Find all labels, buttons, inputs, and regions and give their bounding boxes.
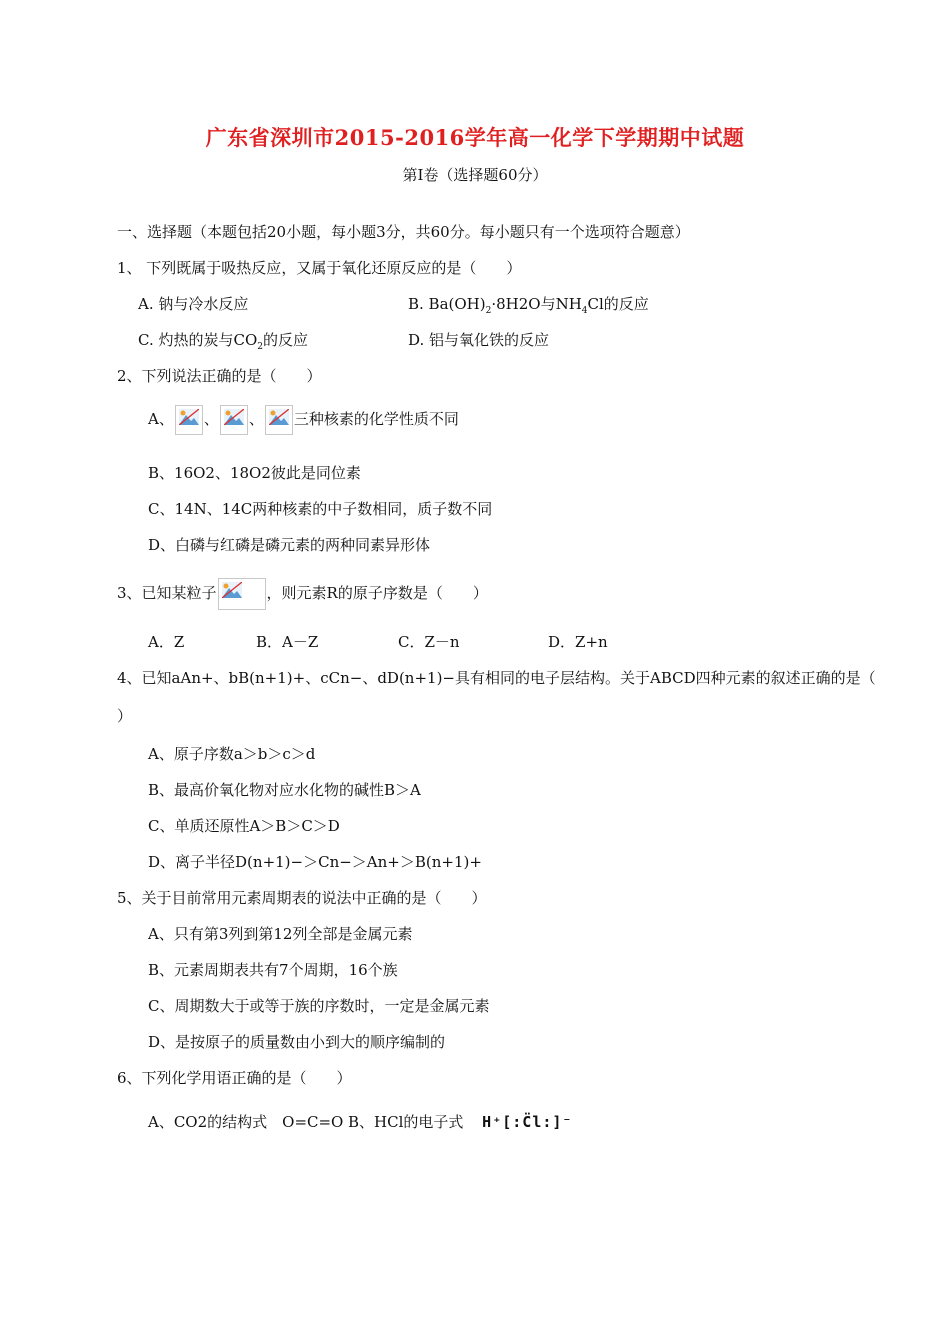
- page-title: 广东省深圳市2015-2016学年高一化学下学期期中试题: [205, 125, 745, 150]
- section-subtitle: 第Ⅰ卷（选择题60分）: [402, 166, 548, 184]
- question-3-option-b: B．A－Z: [256, 633, 319, 651]
- question-1-option-c: C. 灼热的炭与$CO_2$的反应: [138, 331, 309, 352]
- question-4-stem: 4、已知aAn+、bB(n+1)+、cCn−、dD(n+1)−具有相同的电子层结构。关于ABCD四种元素的叙述正确的是（: [117, 669, 876, 687]
- question-4-option-c: C、单质还原性A＞B＞C＞D: [148, 817, 340, 835]
- question-1-stem: 1、 下列既属于吸热反应，又属于氧化还原反应的是（ ）: [117, 259, 522, 277]
- question-3-option-d: D．Z+n: [548, 633, 608, 651]
- question-3-option-a: A．Z: [148, 633, 185, 651]
- hcl-electron-formula: H⁺[:C̈l:]⁻: [482, 1113, 573, 1131]
- question-5-option-d: D、是按原子的质量数由小到大的顺序编制的: [148, 1033, 446, 1051]
- question-3-option-c: C．Z－n: [398, 633, 460, 651]
- question-2-option-d: D、白磷与红磷是磷元素的两种同素异形体: [148, 536, 431, 554]
- broken-image-icon: [265, 405, 293, 435]
- broken-image-icon: [175, 405, 203, 435]
- question-5-stem: 5、关于目前常用元素周期表的说法中正确的是（ ）: [117, 889, 487, 907]
- question-4-option-a: A、原子序数a＞b＞c＞d: [148, 745, 316, 763]
- question-1-option-b: B. $Ba(OH)_2\cdot 8H2O$与$NH_4Cl$的反应: [408, 295, 649, 316]
- question-2-option-a: A、 、 、 三种核素的化学性质不同: [148, 403, 459, 435]
- question-2-option-b: B、16O2、18O2彼此是同位素: [148, 464, 361, 482]
- question-4-stem-continued: ）: [117, 707, 133, 725]
- question-1-option-d: D. 铝与氧化铁的反应: [408, 331, 550, 349]
- question-5-option-b: B、元素周期表共有7个周期，16个族: [148, 961, 398, 979]
- question-2-stem: 2、下列说法正确的是（ ）: [117, 367, 322, 385]
- question-4-option-b: B、最高价氧化物对应水化物的碱性B＞A: [148, 781, 421, 799]
- broken-image-icon: [218, 578, 266, 610]
- broken-image-icon: [220, 405, 248, 435]
- question-5-option-c: C、周期数大于或等于族的序数时，一定是金属元素: [148, 997, 490, 1015]
- question-6-stem: 6、下列化学用语正确的是（ ）: [117, 1069, 352, 1087]
- question-6-option-a: A、CO2的结构式 O=C=O: [148, 1113, 344, 1131]
- question-3-stem: 3、已知某粒子 ，则元素R的原子序数是（ ）: [117, 576, 488, 610]
- question-2-option-c: C、14N、14C两种核素的中子数相同，质子数不同: [148, 500, 493, 518]
- question-5-option-a: A、只有第3列到第12列全部是金属元素: [148, 925, 413, 943]
- question-1-option-a: A. 钠与冷水反应: [138, 295, 249, 313]
- section-header: 一、选择题（本题包括20小题，每小题3分，共60分。每小题只有一个选项符合题意）: [117, 223, 690, 241]
- question-6-option-b: B、HCl的电子式 H⁺[:C̈l:]⁻: [348, 1113, 573, 1131]
- question-4-option-d: D、离子半径D(n+1)−＞Cn−＞An+＞B(n+1)+: [148, 853, 482, 871]
